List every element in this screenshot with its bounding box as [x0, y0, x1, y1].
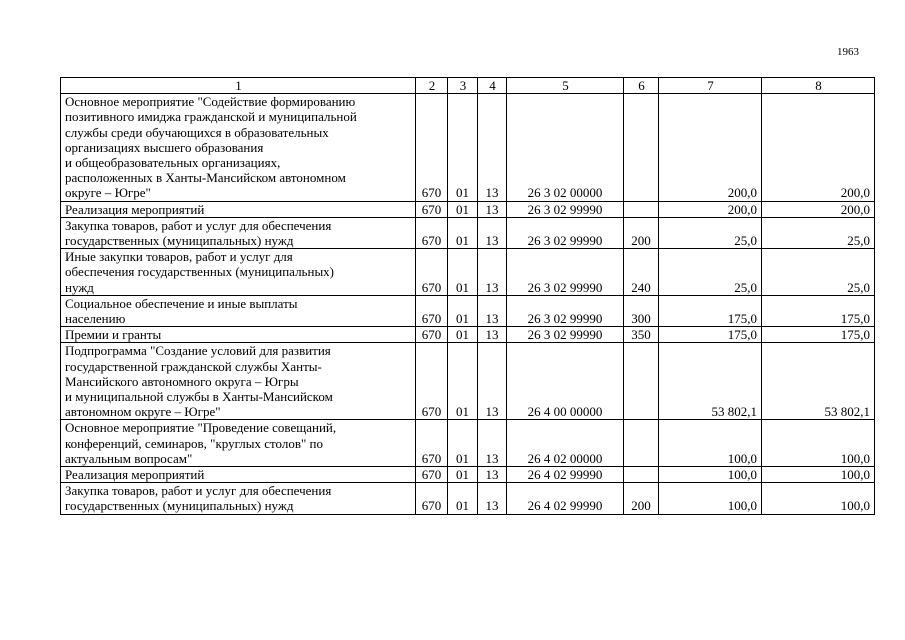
section-cell: 01 [448, 249, 478, 296]
column-header-name: 1 [61, 78, 416, 94]
ministry-code-cell: 670 [416, 249, 448, 296]
column-header-expense-type: 6 [624, 78, 659, 94]
column-header-amount-b: 8 [762, 78, 875, 94]
subsection-cell: 13 [478, 343, 507, 420]
ministry-code-cell: 670 [416, 217, 448, 248]
expense-type-cell: 240 [624, 249, 659, 296]
amount-a-cell: 25,0 [659, 249, 762, 296]
table-row [61, 94, 875, 201]
table-row [61, 249, 875, 296]
target-article-cell: 26 3 02 00000 [507, 94, 624, 201]
section-cell: 01 [448, 201, 478, 217]
target-article-cell: 26 3 02 99990 [507, 201, 624, 217]
subsection-cell: 13 [478, 249, 507, 296]
table-row [61, 467, 875, 483]
ministry-code-cell: 670 [416, 201, 448, 217]
name-cell: Социальное обеспечение и иные выплаты населению [61, 295, 416, 326]
name-cell: Реализация мероприятий [61, 201, 416, 217]
budget-table [60, 77, 875, 515]
ministry-code-cell: 670 [416, 483, 448, 514]
target-article-cell: 26 3 02 99990 [507, 295, 624, 326]
section-cell: 01 [448, 483, 478, 514]
table-body [61, 94, 875, 514]
expense-type-cell [624, 467, 659, 483]
target-article-cell: 26 3 02 99990 [507, 249, 624, 296]
ministry-code-cell: 670 [416, 467, 448, 483]
name-cell: Подпрограмма "Создание условий для развития государственной гражданской службы Ханты- Мансийского автономного округа – Югры и муниципальной службы в Ханты-Мансийском автономном округе – Югре" [61, 343, 416, 420]
name-cell: Закупка товаров, работ и услуг для обеспечения государственных (муниципальных) нужд [61, 483, 416, 514]
amount-b-cell: 25,0 [762, 249, 875, 296]
amount-b-cell: 100,0 [762, 483, 875, 514]
section-cell: 01 [448, 94, 478, 201]
ministry-code-cell: 670 [416, 420, 448, 467]
target-article-cell: 26 4 02 99990 [507, 467, 624, 483]
amount-a-cell: 175,0 [659, 295, 762, 326]
table-row [61, 217, 875, 248]
name-cell: Закупка товаров, работ и услуг для обеспечения государственных (муниципальных) нужд [61, 217, 416, 248]
ministry-code-cell: 670 [416, 343, 448, 420]
ministry-code-cell: 670 [416, 94, 448, 201]
amount-a-cell: 200,0 [659, 201, 762, 217]
subsection-cell: 13 [478, 483, 507, 514]
expense-type-cell: 350 [624, 327, 659, 343]
column-header-ministry-code: 2 [416, 78, 448, 94]
amount-b-cell: 25,0 [762, 217, 875, 248]
name-cell: Премии и гранты [61, 327, 416, 343]
subsection-cell: 13 [478, 94, 507, 201]
target-article-cell: 26 3 02 99990 [507, 327, 624, 343]
section-cell: 01 [448, 420, 478, 467]
section-cell: 01 [448, 467, 478, 483]
amount-b-cell: 200,0 [762, 201, 875, 217]
amount-a-cell: 200,0 [659, 94, 762, 201]
amount-a-cell: 100,0 [659, 420, 762, 467]
column-header-section: 3 [448, 78, 478, 94]
target-article-cell: 26 3 02 99990 [507, 217, 624, 248]
amount-b-cell: 100,0 [762, 467, 875, 483]
amount-a-cell: 175,0 [659, 327, 762, 343]
subsection-cell: 13 [478, 327, 507, 343]
subsection-cell: 13 [478, 420, 507, 467]
expense-type-cell: 200 [624, 483, 659, 514]
table-row [61, 483, 875, 514]
expense-type-cell [624, 201, 659, 217]
subsection-cell: 13 [478, 201, 507, 217]
target-article-cell: 26 4 02 00000 [507, 420, 624, 467]
amount-b-cell: 200,0 [762, 94, 875, 201]
section-cell: 01 [448, 343, 478, 420]
name-cell: Реализация мероприятий [61, 467, 416, 483]
amount-b-cell: 53 802,1 [762, 343, 875, 420]
column-header-amount-a: 7 [659, 78, 762, 94]
name-cell: Иные закупки товаров, работ и услуг для обеспечения государственных (муниципальных) нужд [61, 249, 416, 296]
amount-b-cell: 100,0 [762, 420, 875, 467]
table-row [61, 295, 875, 326]
name-cell: Основное мероприятие "Содействие формированию позитивного имиджа гражданской и муниципальной службы среди обучающихся в образовательных организациях высшего образования и общеобразовательных организациях, расположенных в Ханты-Мансийском автономном округе – Югре" [61, 94, 416, 201]
amount-a-cell: 53 802,1 [659, 343, 762, 420]
amount-b-cell: 175,0 [762, 295, 875, 326]
expense-type-cell: 300 [624, 295, 659, 326]
section-cell: 01 [448, 327, 478, 343]
expense-type-cell: 200 [624, 217, 659, 248]
column-header-subsection: 4 [478, 78, 507, 94]
section-cell: 01 [448, 217, 478, 248]
section-cell: 01 [448, 295, 478, 326]
table-row [61, 343, 875, 420]
target-article-cell: 26 4 02 99990 [507, 483, 624, 514]
subsection-cell: 13 [478, 217, 507, 248]
subsection-cell: 13 [478, 467, 507, 483]
subsection-cell: 13 [478, 295, 507, 326]
amount-a-cell: 25,0 [659, 217, 762, 248]
column-number-header-row [61, 78, 875, 94]
expense-type-cell [624, 420, 659, 467]
column-header-target-article: 5 [507, 78, 624, 94]
table-row [61, 420, 875, 467]
page-number: 1963 [837, 46, 859, 58]
amount-b-cell: 175,0 [762, 327, 875, 343]
expense-type-cell [624, 343, 659, 420]
table-row [61, 201, 875, 217]
expense-type-cell [624, 94, 659, 201]
amount-a-cell: 100,0 [659, 467, 762, 483]
ministry-code-cell: 670 [416, 295, 448, 326]
name-cell: Основное мероприятие "Проведение совещаний, конференций, семинаров, "круглых столов" по актуальным вопросам" [61, 420, 416, 467]
table-row [61, 327, 875, 343]
amount-a-cell: 100,0 [659, 483, 762, 514]
target-article-cell: 26 4 00 00000 [507, 343, 624, 420]
ministry-code-cell: 670 [416, 327, 448, 343]
